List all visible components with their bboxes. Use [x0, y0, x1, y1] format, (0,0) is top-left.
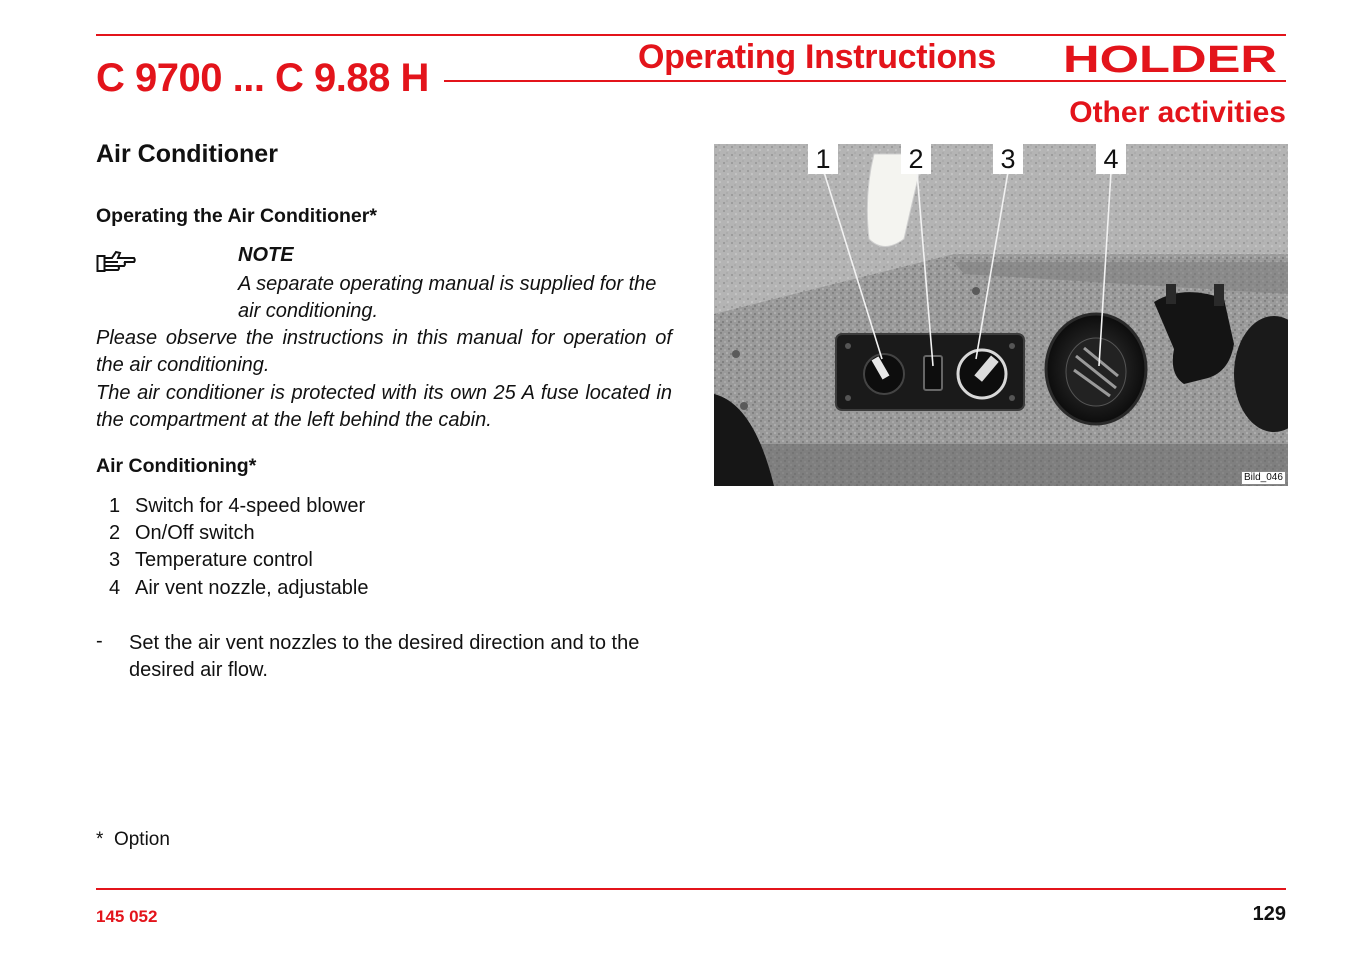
instruction-bullet: -: [96, 630, 103, 652]
top-rule: [96, 34, 1286, 36]
legend-number: 4: [109, 577, 121, 599]
section-title: Other activities: [1069, 96, 1286, 129]
photo-caption: Bild_046: [1241, 471, 1286, 485]
legend-item: [109, 549, 313, 572]
legend-label: Temperature control: [135, 549, 313, 571]
subheading-air-conditioning: Air Conditioning*: [96, 455, 257, 477]
callout-2: 2: [901, 144, 931, 174]
legend-number: 3: [109, 549, 121, 571]
header-title: Operating Instructions: [638, 38, 996, 76]
subheading-operating: Operating the Air Conditioner*: [96, 205, 377, 227]
legend-item: [109, 577, 368, 600]
pointing-hand-icon: [96, 248, 136, 274]
holder-logo: [1060, 40, 1280, 78]
screw: [732, 350, 740, 358]
instruction-text: Set the air vent nozzles to the desired direction and to the desired air flow.: [129, 632, 640, 681]
model-title: C 9700 ... C 9.88 H: [96, 56, 429, 100]
bottom-rule: [96, 888, 1286, 890]
brand-text: HOLDER: [1063, 40, 1277, 78]
legend-label: On/Off switch: [135, 522, 255, 544]
legend-number: 1: [109, 495, 121, 517]
legend-label: Air vent nozzle, adjustable: [135, 577, 369, 599]
page-heading: Air Conditioner: [96, 140, 278, 168]
legend-item: [109, 522, 255, 545]
document-number: 145 052: [96, 907, 158, 926]
screw: [972, 287, 980, 295]
screw: [740, 402, 748, 410]
callout-4: 4: [1096, 144, 1126, 174]
body-paragraph-2: The air conditioner is protected with its own 25 A fuse located in the compartment at the left behind the cabin.: [96, 382, 672, 431]
footnote: * Option: [96, 829, 170, 850]
note-text: A separate operating manual is supplied for the air conditioning.: [238, 273, 657, 322]
legend-label: Switch for 4-speed blower: [135, 495, 366, 517]
callout-1: 1: [808, 144, 838, 174]
note-label: NOTE: [238, 244, 294, 266]
callout-3: 3: [993, 144, 1023, 174]
lower-shadow: [714, 444, 1288, 486]
page-number: 129: [1252, 903, 1286, 925]
air-conditioner-photo: [714, 144, 1288, 486]
header-rule: [444, 80, 1286, 82]
legend-item: [109, 495, 365, 518]
legend-number: 2: [109, 522, 121, 544]
body-paragraph-1: Please observe the instructions in this manual for operation of the air conditioning.: [96, 327, 672, 376]
